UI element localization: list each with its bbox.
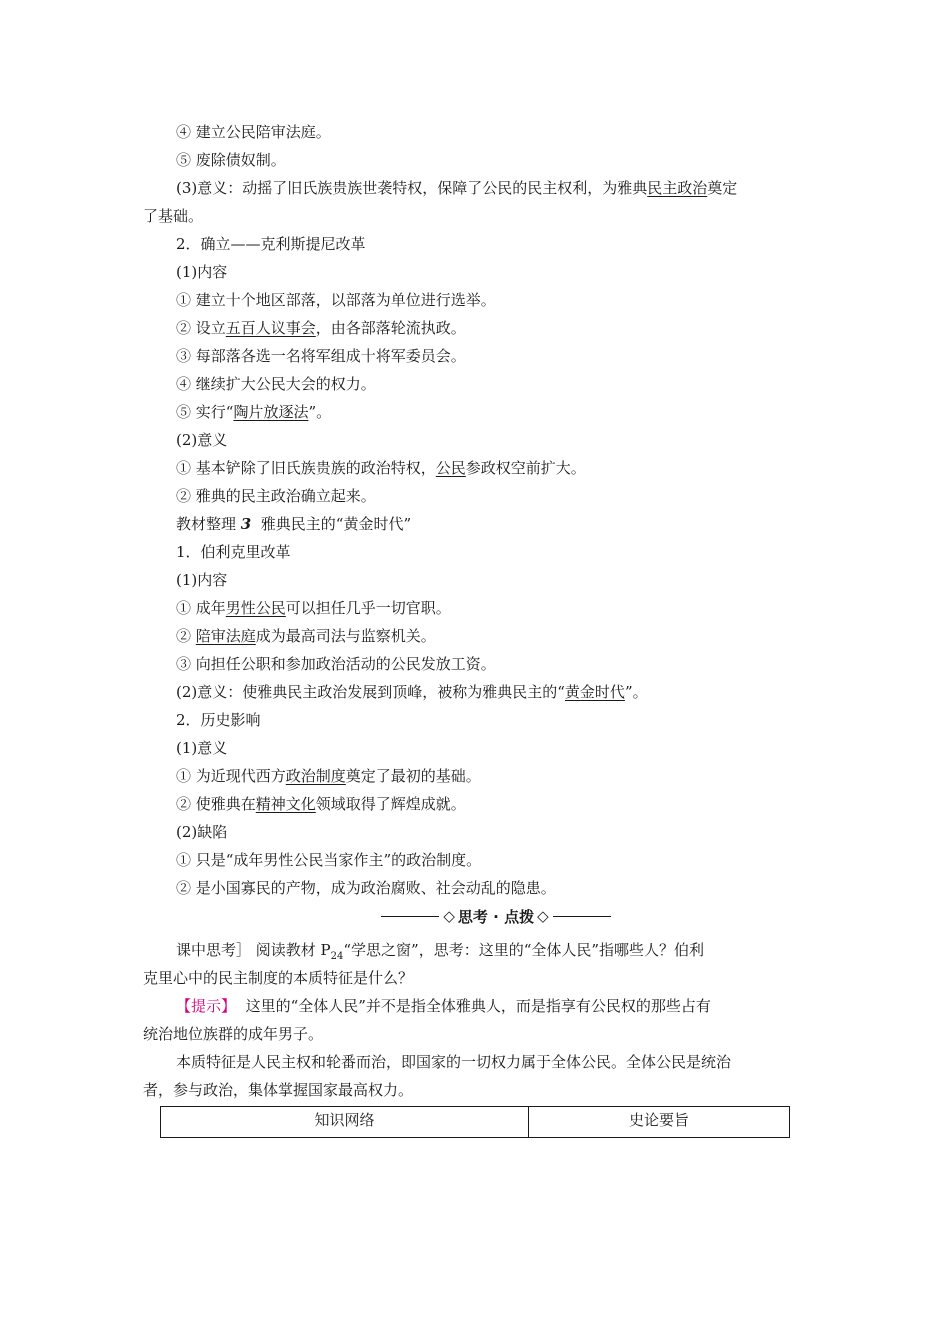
underlined-term: 精神文化: [255, 795, 316, 813]
text-line: ② 雅典的民主政治确立起来。: [176, 487, 376, 505]
text-line: [176, 402, 331, 422]
answer-line: 本质特征是人民主权和轮番而治，即国家的一切权力属于全体公民。全体公民是统治: [176, 1053, 732, 1071]
text: (3)意义：动摇了旧氏族贵族世袭特权，保障了公民的民主权利，为雅典: [176, 179, 648, 197]
text: ① 为近现代西方: [176, 767, 286, 785]
text: 教材整理: [176, 515, 237, 533]
text-line: ⑤ 废除债奴制。: [176, 151, 286, 169]
text-line: 了基础。: [143, 207, 204, 225]
text-line: (1)内容: [176, 571, 228, 589]
text-line: [176, 794, 466, 814]
text: 成为最高司法与监察机关。: [255, 627, 436, 645]
text-line: ③ 向担任公职和参加政治活动的公民发放工资。: [176, 655, 496, 673]
text: 参政权空前扩大。: [465, 459, 586, 477]
text-line: ④ 继续扩大公民大会的权力。: [176, 375, 376, 393]
underlined-term: 陶片放逐法: [233, 403, 309, 421]
question-line: 克里心中的民主制度的本质特征是什么？: [143, 969, 414, 987]
knowledge-table: [160, 1106, 790, 1138]
table-header-theory-points: 史论要旨: [529, 1107, 790, 1138]
section-divider: [365, 906, 627, 926]
section-heading: 1．伯利克里改革: [176, 543, 291, 561]
answer-line: [176, 996, 711, 1016]
text: ① 基本铲除了旧氏族贵族的政治特权，: [176, 459, 436, 477]
text-line: ① 建立十个地区部落，以部落为单位进行选举。: [176, 291, 496, 309]
text: 奠定: [707, 179, 738, 197]
underlined-term: 男性公民: [225, 599, 286, 617]
table-header-knowledge-network: 知识网络: [161, 1107, 529, 1138]
text: 领域取得了辉煌成就。: [315, 795, 466, 813]
text-line: (2)缺陷: [176, 823, 228, 841]
text-line: [176, 318, 466, 338]
text: 课中思考］ 阅读教材 P: [176, 941, 331, 959]
page-subscript: 24: [330, 951, 344, 962]
underlined-term: 五百人议事会: [225, 319, 316, 337]
question-line: [176, 940, 704, 967]
text: 雅典民主的“黄金时代”: [260, 515, 412, 533]
divider-rule: [381, 916, 439, 917]
text-line: [176, 178, 737, 198]
text: ”。: [308, 403, 332, 421]
text-line: [176, 626, 436, 646]
text: 这里的“全体人民”并不是指全体雅典人，而是指享有公民权的那些占有: [245, 997, 711, 1015]
text-line: [176, 766, 481, 786]
text: ⑤ 实行“: [176, 403, 234, 421]
text: ① 成年: [176, 599, 226, 617]
answer-line: 者，参与政治，集体掌握国家最高权力。: [143, 1081, 414, 1099]
answer-line: 统治地位族群的成年男子。: [143, 1025, 324, 1043]
text-line: [176, 598, 451, 618]
divider-rule: [553, 916, 611, 917]
section-heading: [176, 514, 411, 534]
diamond-icon: ◇: [443, 907, 455, 925]
section-heading: 2．确立——克利斯提尼改革: [176, 235, 366, 253]
section-number: 3: [240, 515, 252, 533]
underlined-term: 黄金时代: [564, 683, 625, 701]
section-heading: 2．历史影响: [176, 711, 261, 729]
hint-label: 【提示】: [176, 997, 237, 1015]
text: ，由各部落轮流执政。: [315, 319, 466, 337]
text-line: ③ 每部落各选一名将军组成十将军委员会。: [176, 347, 466, 365]
underlined-term: 公民: [435, 459, 466, 477]
text-line: ② 是小国寡民的产物，成为政治腐败、社会动乱的隐患。: [176, 879, 556, 897]
text-line: [176, 458, 586, 478]
underlined-term: 陪审法庭: [195, 627, 256, 645]
text-line: (2)意义: [176, 431, 228, 449]
text: “学思之窗”，思考：这里的“全体人民”指哪些人？伯利: [343, 941, 705, 959]
text-line: [176, 682, 648, 702]
text-line: ① 只是“成年男性公民当家作主”的政治制度。: [176, 851, 482, 869]
text: 可以担任几乎一切官职。: [285, 599, 451, 617]
text: ②: [176, 627, 196, 645]
text: ② 使雅典在: [176, 795, 256, 813]
diamond-icon: ◇: [537, 907, 549, 925]
text: ”。: [624, 683, 648, 701]
text: ② 设立: [176, 319, 226, 337]
text-line: (1)内容: [176, 263, 228, 281]
divider-title: 思考 · 点拨: [457, 907, 535, 926]
text: 奠定了最初的基础。: [345, 767, 481, 785]
text: (2)意义：使雅典民主政治发展到顶峰，被称为雅典民主的“: [176, 683, 565, 701]
text-line: (1)意义: [176, 739, 228, 757]
text-line: ④ 建立公民陪审法庭。: [176, 123, 331, 141]
underlined-term: 民主政治: [647, 179, 708, 197]
underlined-term: 政治制度: [285, 767, 346, 785]
